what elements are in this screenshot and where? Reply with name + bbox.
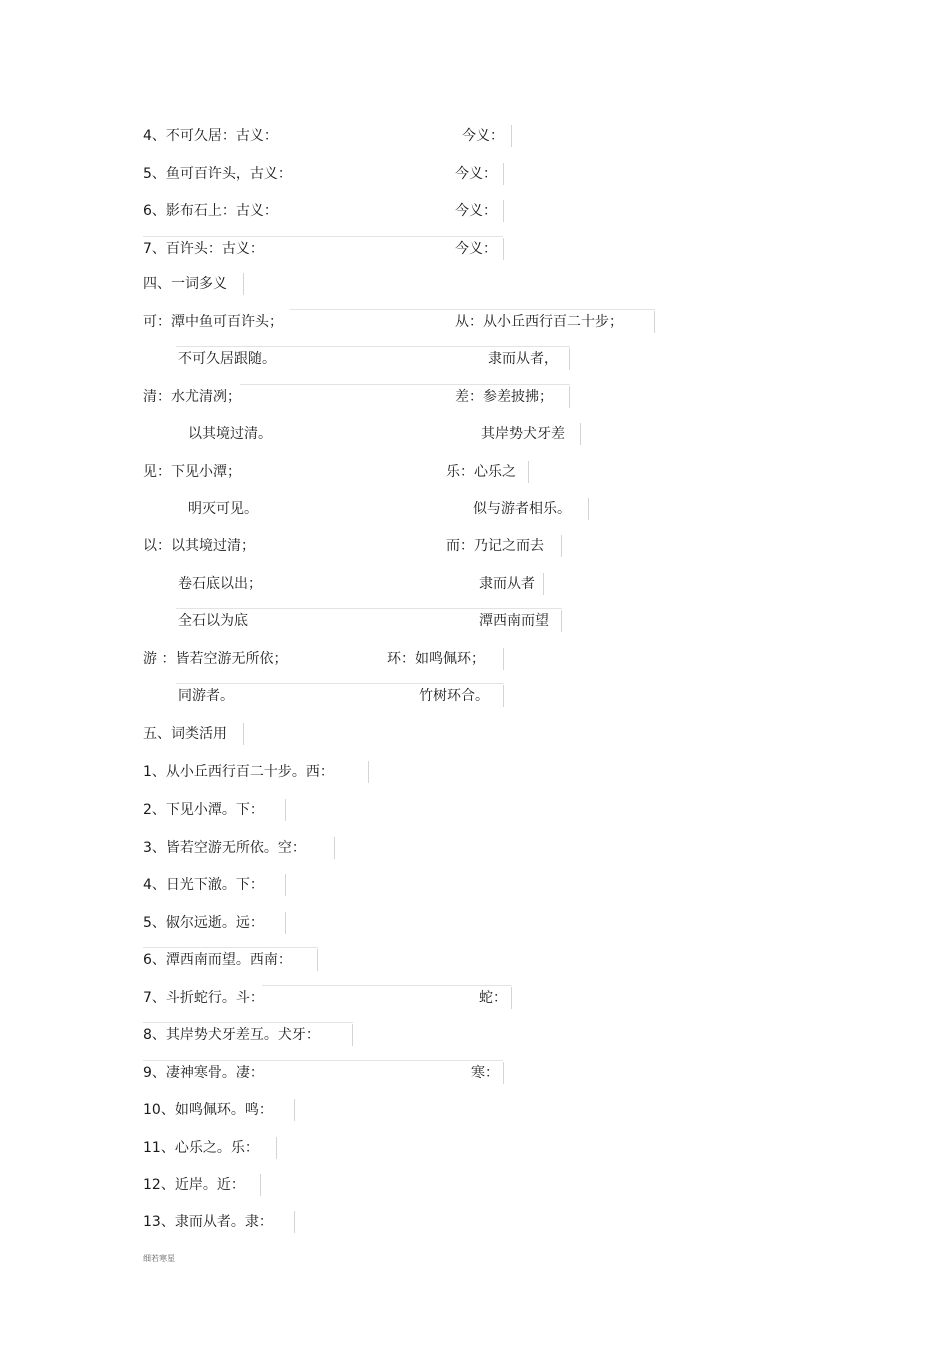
yici-left: 以其境过清。 [188, 426, 272, 442]
yici-left: 游 ：皆若空游无所依； [143, 651, 288, 667]
yici-row-10 [0, 646, 950, 672]
answer-line [543, 573, 544, 595]
answer-line [243, 723, 244, 745]
cilei-text: 3、皆若空游无所依。空： [143, 840, 306, 856]
cilei-item [0, 1135, 950, 1161]
yici-row-5 [0, 459, 950, 485]
yici-right: 乐：心乐之 [446, 464, 516, 480]
answer-line [561, 610, 562, 632]
cilei-text: 6、潭西南而望。西南： [143, 952, 292, 968]
answer-line [503, 200, 504, 222]
gujin-label: 4、不可久居：古义： [143, 128, 278, 144]
yici-left: 不可久居跟随。 [178, 351, 276, 367]
section-title: 五、词类活用 [143, 726, 227, 742]
gujin-jinyi: 今义： [462, 128, 504, 144]
section-5-heading [0, 721, 950, 747]
gujin-jinyi: 今义： [455, 166, 497, 182]
yici-right: 其岸势犬牙差 [481, 426, 565, 442]
answer-line [503, 163, 504, 185]
yici-left: 以：以其境过清； [143, 538, 255, 554]
yici-left: 见：下见小潭； [143, 464, 241, 480]
answer-line [588, 498, 589, 520]
gujin-label: 7、百许头：古义： [143, 241, 264, 257]
cilei-item [0, 835, 950, 861]
answer-line [334, 837, 335, 859]
answer-line [285, 874, 286, 896]
cilei-text: 1、从小丘西行百二十步。西： [143, 764, 334, 780]
answer-line [528, 461, 529, 483]
answer-line [285, 912, 286, 934]
answer-line [262, 985, 512, 986]
yici-right: 差：参差披拂； [455, 389, 553, 405]
yici-left: 同游者。 [178, 688, 234, 704]
yici-row-8 [0, 571, 950, 597]
yici-right: 潭西南而望 [479, 613, 549, 629]
cilei-item [0, 1022, 950, 1048]
cilei-item [0, 1097, 950, 1123]
answer-line [317, 949, 318, 971]
cilei-text: 5、俶尔远逝。远： [143, 915, 264, 931]
answer-line [352, 1024, 353, 1046]
answer-line [511, 987, 512, 1009]
answer-line [260, 1174, 261, 1196]
cilei-text: 13、隶而从者。隶： [143, 1214, 273, 1230]
answer-line [243, 273, 244, 295]
gujin-label: 6、影布石上：古义： [143, 203, 278, 219]
yici-right: 环：如鸣佩环； [387, 651, 485, 667]
cilei-item [0, 1209, 950, 1235]
gujin-jinyi: 今义： [455, 203, 497, 219]
answer-line [511, 125, 512, 147]
answer-line [294, 1099, 295, 1121]
yici-row-7 [0, 533, 950, 559]
yici-row-9 [0, 608, 950, 634]
cilei-item [0, 1172, 950, 1198]
answer-line [285, 799, 286, 821]
answer-line [654, 311, 655, 333]
answer-line [503, 1062, 504, 1084]
yici-right: 似与游者相乐。 [473, 501, 571, 517]
gujin-item-6 [0, 198, 950, 224]
cilei-item [0, 985, 950, 1011]
yici-right: 竹树环合。 [419, 688, 489, 704]
gujin-label: 5、鱼可百许头，古义： [143, 166, 292, 182]
answer-line [276, 1137, 277, 1159]
cilei-text: 9、凄神寒骨。凄： [143, 1065, 264, 1081]
yici-row-6 [0, 496, 950, 522]
cilei-item [0, 1060, 950, 1086]
answer-line [569, 348, 570, 370]
cilei-text: 2、下见小潭。下： [143, 802, 264, 818]
yici-left: 卷石底以出； [178, 576, 262, 592]
cilei-text: 11、心乐之。乐： [143, 1140, 259, 1156]
yici-left: 清：水尤清冽； [143, 389, 241, 405]
cilei-extra: 寒： [471, 1065, 499, 1081]
answer-line [503, 685, 504, 707]
answer-line [503, 238, 504, 260]
answer-line [503, 648, 504, 670]
yici-left: 全石以为底 [178, 613, 248, 629]
cilei-item [0, 910, 950, 936]
yici-right: 从：从小丘西行百二十步； [455, 314, 623, 330]
gujin-item-4 [0, 123, 950, 149]
cilei-item [0, 947, 950, 973]
cilei-text: 7、斗折蛇行。斗： [143, 990, 264, 1006]
cilei-item [0, 759, 950, 785]
gujin-jinyi: 今义： [455, 241, 497, 257]
answer-line [561, 535, 562, 557]
yici-right: 隶而从者 [479, 576, 535, 592]
yici-right: 而：乃记之而去 [446, 538, 544, 554]
gujin-item-7 [0, 236, 950, 262]
section-4-heading [0, 271, 950, 297]
yici-row-4 [0, 421, 950, 447]
answer-line [368, 761, 369, 783]
page-footer: 细若寒星 [143, 1254, 175, 1263]
section-title: 四、一词多义 [143, 276, 227, 292]
answer-line [294, 1211, 295, 1233]
yici-row-1 [0, 309, 950, 335]
yici-left: 明灭可见。 [188, 501, 258, 517]
cilei-item [0, 872, 950, 898]
cilei-item [0, 797, 950, 823]
yici-right: 隶而从者， [488, 351, 558, 367]
cilei-text: 8、其岸势犬牙差互。犬牙： [143, 1027, 320, 1043]
cilei-text: 4、日光下澈。下： [143, 877, 264, 893]
yici-row-11 [0, 683, 950, 709]
cilei-text: 12、近岸。近： [143, 1177, 245, 1193]
yici-row-3 [0, 384, 950, 410]
yici-row-2 [0, 346, 950, 372]
yici-left: 可：潭中鱼可百许头； [143, 314, 283, 330]
cilei-text: 10、如鸣佩环。鸣： [143, 1102, 273, 1118]
cilei-extra: 蛇： [479, 990, 507, 1006]
answer-line [580, 423, 581, 445]
gujin-item-5 [0, 161, 950, 187]
answer-line [569, 386, 570, 408]
